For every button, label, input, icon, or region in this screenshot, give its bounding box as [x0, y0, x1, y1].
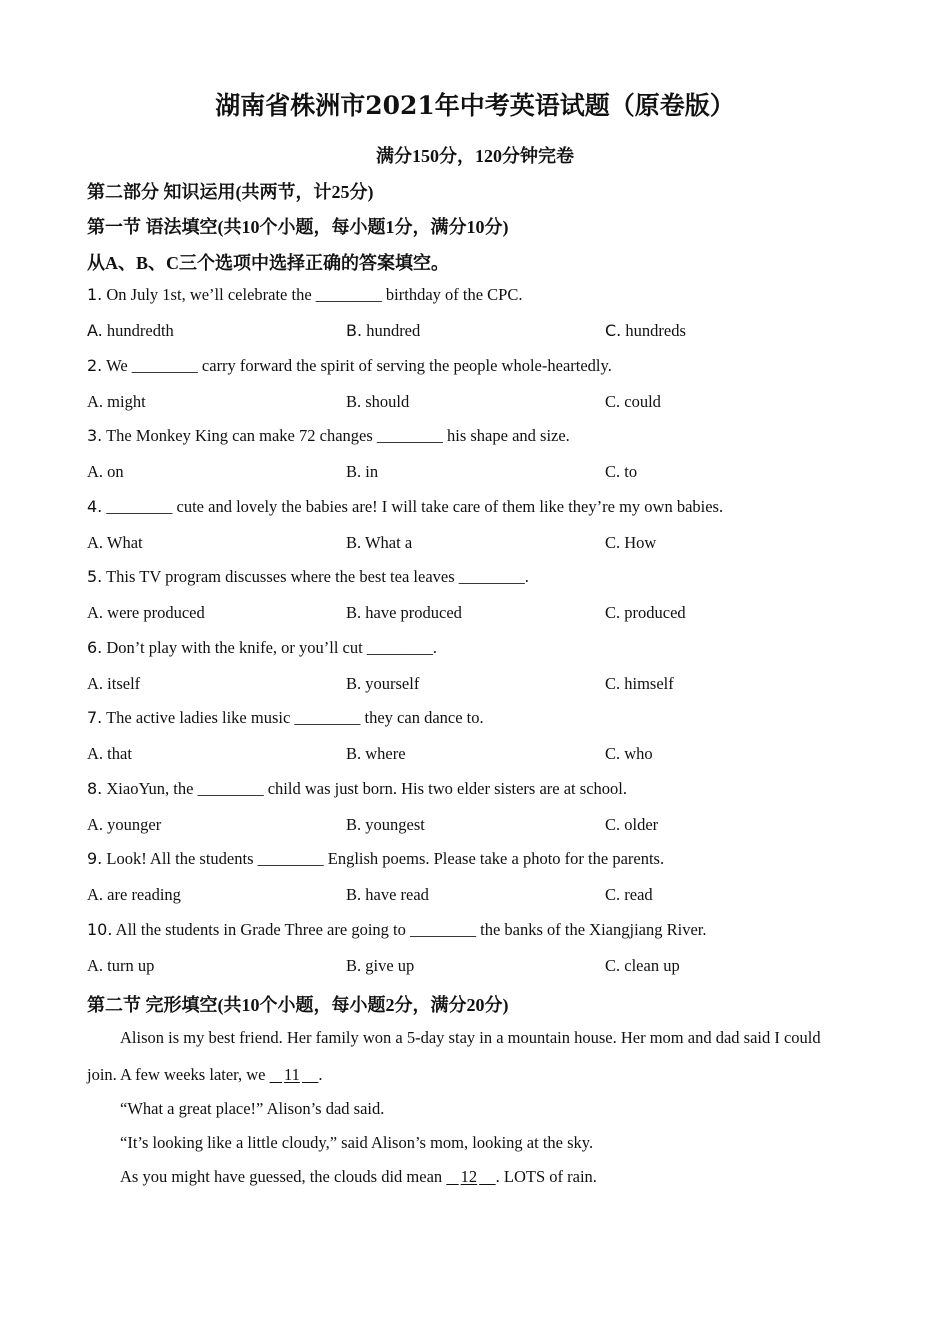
option-text: What a [364, 533, 413, 552]
option-letter: A. [87, 815, 104, 834]
option-text: produced [624, 603, 686, 622]
question-7 [87, 708, 484, 728]
blank-padding [446, 1167, 458, 1186]
option-a[interactable] [87, 462, 124, 482]
option-a[interactable] [87, 392, 146, 412]
option-b[interactable] [346, 815, 425, 835]
option-letter: C. [605, 462, 621, 481]
question-1 [87, 285, 522, 305]
option-letter: A. [87, 956, 104, 975]
option-c[interactable] [605, 744, 653, 764]
question-2 [87, 356, 612, 376]
question-9-options [87, 885, 867, 909]
question-text: On July 1st, we’ll celebrate the ________ birthday of the CPC. [106, 285, 523, 304]
page-title: 湖南省株洲市2021年中考英语试题（原卷版） [215, 91, 735, 120]
passage-paragraph-1-line-2 [87, 1065, 323, 1085]
passage-paragraph-4 [120, 1167, 597, 1187]
question-3 [87, 426, 570, 446]
passage-text: join. A few weeks later, we [87, 1065, 270, 1084]
option-letter: A. [87, 603, 104, 622]
passage-paragraph-2: “What a great place!” Alison’s dad said. [120, 1099, 385, 1118]
option-b[interactable] [346, 533, 412, 553]
blank-11[interactable]: 11 [284, 1065, 300, 1084]
section2-heading: 第二节 完形填空(共10个小题，每小题2分，满分20分) [87, 995, 509, 1015]
option-c[interactable] [605, 321, 686, 341]
option-text: who [624, 744, 653, 763]
option-text: youngest [365, 815, 425, 834]
option-c[interactable] [605, 885, 653, 905]
blank-padding [479, 1167, 496, 1186]
option-letter: B. [346, 392, 362, 411]
passage-text: . LOTS of rain. [495, 1167, 597, 1186]
option-letter: A. [87, 462, 104, 481]
option-text: hundred [366, 321, 421, 340]
question-5-options [87, 603, 867, 627]
question-number: 3. [87, 426, 103, 445]
option-text: in [365, 462, 379, 481]
option-letter: B. [346, 956, 362, 975]
option-c[interactable] [605, 462, 637, 482]
section1-instruction: 从A、B、C三个选项中选择正确的答案填空。 [87, 253, 450, 273]
section1-heading: 第一节 语法填空(共10个小题，每小题1分，满分10分) [87, 217, 509, 237]
option-text: that [107, 744, 132, 763]
option-a[interactable] [87, 603, 205, 623]
question-4 [87, 497, 723, 517]
passage-text: As you might have guessed, the clouds did mean [120, 1167, 447, 1186]
option-text: clean up [624, 956, 680, 975]
option-text: give up [365, 956, 415, 975]
option-text: turn up [107, 956, 155, 975]
option-text: should [365, 392, 410, 411]
option-letter: B. [346, 674, 362, 693]
option-letter: B. [346, 744, 362, 763]
option-c[interactable] [605, 533, 656, 553]
option-b[interactable] [346, 392, 409, 412]
question-text: This TV program discusses where the best tea leaves ________. [106, 567, 529, 586]
question-text: We ________ carry forward the spirit of serving the people whole-heartedly. [106, 356, 612, 375]
option-letter: B. [346, 885, 362, 904]
option-text: hundreds [625, 321, 686, 340]
option-letter: C. [605, 674, 621, 693]
option-text: have produced [365, 603, 462, 622]
option-b[interactable] [346, 885, 429, 905]
option-letter: B. [346, 321, 363, 340]
option-letter: C. [605, 885, 621, 904]
option-letter: B. [346, 603, 362, 622]
question-text: Look! All the students ________ English poems. Please take a photo for the parents. [106, 849, 665, 868]
question-1-options [87, 321, 867, 345]
option-c[interactable] [605, 674, 674, 694]
option-text: himself [624, 674, 674, 693]
option-text: where [365, 744, 406, 763]
blank-padding [302, 1065, 319, 1084]
question-2-options [87, 392, 867, 416]
option-text: hundredth [106, 321, 174, 340]
question-5 [87, 567, 529, 587]
option-a[interactable] [87, 815, 161, 835]
option-text: yourself [365, 674, 420, 693]
question-number: 2. [87, 356, 103, 375]
question-number: 4. [87, 497, 103, 516]
option-letter: A. [87, 533, 104, 552]
question-8 [87, 779, 627, 799]
question-6 [87, 638, 437, 658]
option-letter: C. [605, 956, 621, 975]
option-text: younger [107, 815, 162, 834]
question-6-options [87, 674, 867, 698]
question-text: The active ladies like music ________ they can dance to. [106, 708, 484, 727]
option-letter: B. [346, 462, 362, 481]
option-letter: C. [605, 603, 621, 622]
option-text: read [624, 885, 653, 904]
option-b[interactable] [346, 674, 419, 694]
option-letter: B. [346, 533, 362, 552]
question-number: 7. [87, 708, 103, 727]
option-text: could [624, 392, 661, 411]
option-a[interactable] [87, 956, 154, 976]
option-letter: A. [87, 744, 104, 763]
question-text: The Monkey King can make 72 changes ________ his shape and size. [106, 426, 570, 445]
question-4-options [87, 533, 867, 557]
passage-paragraph-1-line-1: Alison is my best friend. Her family won a 5-day stay in a mountain house. Her mom and dad said I could [120, 1028, 821, 1047]
option-letter: A. [87, 674, 104, 693]
option-a[interactable] [87, 744, 132, 764]
question-3-options [87, 462, 867, 486]
option-text: itself [107, 674, 141, 693]
option-c[interactable] [605, 603, 686, 623]
option-b[interactable] [346, 462, 378, 482]
part-heading: 第二部分 知识运用(共两节，计25分) [87, 182, 374, 202]
option-text: are reading [107, 885, 181, 904]
question-text: All the students in Grade Three are going to ________ the banks of the Xiangjiang River. [115, 920, 707, 939]
blank-12[interactable]: 12 [460, 1167, 478, 1186]
option-a[interactable] [87, 674, 140, 694]
option-letter: C. [605, 744, 621, 763]
passage-paragraph-3: “It’s looking like a little cloudy,” said Alison’s mom, looking at the sky. [120, 1133, 594, 1152]
option-c[interactable] [605, 956, 680, 976]
option-b[interactable] [346, 321, 420, 341]
option-text: have read [365, 885, 429, 904]
question-number: 1. [87, 285, 103, 304]
option-a[interactable] [87, 533, 143, 553]
question-number: 5. [87, 567, 103, 586]
option-text: What [106, 533, 143, 552]
option-text: to [624, 462, 638, 481]
option-letter: C. [605, 815, 621, 834]
option-text: on [107, 462, 124, 481]
option-c[interactable] [605, 815, 658, 835]
question-text: Don’t play with the knife, or you’ll cut ________. [106, 638, 437, 657]
option-letter: B. [346, 815, 362, 834]
question-text: XiaoYun, the ________ child was just born. His two elder sisters are at school. [106, 779, 627, 798]
option-b[interactable] [346, 956, 414, 976]
option-letter: C. [605, 321, 622, 340]
passage-text: . [318, 1065, 323, 1084]
question-9 [87, 849, 664, 869]
question-number: 6. [87, 638, 103, 657]
question-number: 8. [87, 779, 103, 798]
option-letter: A. [87, 885, 104, 904]
option-a[interactable] [87, 321, 174, 341]
question-text: ________ cute and lovely the babies are! I will take care of them like they’re my own babies. [106, 497, 724, 516]
option-letter: A. [87, 392, 104, 411]
option-text: might [107, 392, 146, 411]
question-7-options [87, 744, 867, 768]
option-letter: C. [605, 533, 621, 552]
question-number: 10. [87, 920, 113, 939]
option-text: older [624, 815, 659, 834]
option-c[interactable] [605, 392, 661, 412]
blank-padding [270, 1065, 282, 1084]
page-subtitle: 满分150分，120分钟完卷 [376, 146, 574, 166]
question-8-options [87, 815, 867, 839]
option-a[interactable] [87, 885, 181, 905]
option-text: were produced [107, 603, 205, 622]
option-b[interactable] [346, 603, 462, 623]
question-10-options [87, 956, 867, 980]
option-text: How [624, 533, 657, 552]
option-b[interactable] [346, 744, 406, 764]
option-letter: C. [605, 392, 621, 411]
question-10 [87, 920, 707, 940]
option-letter: A. [87, 321, 103, 340]
question-number: 9. [87, 849, 103, 868]
